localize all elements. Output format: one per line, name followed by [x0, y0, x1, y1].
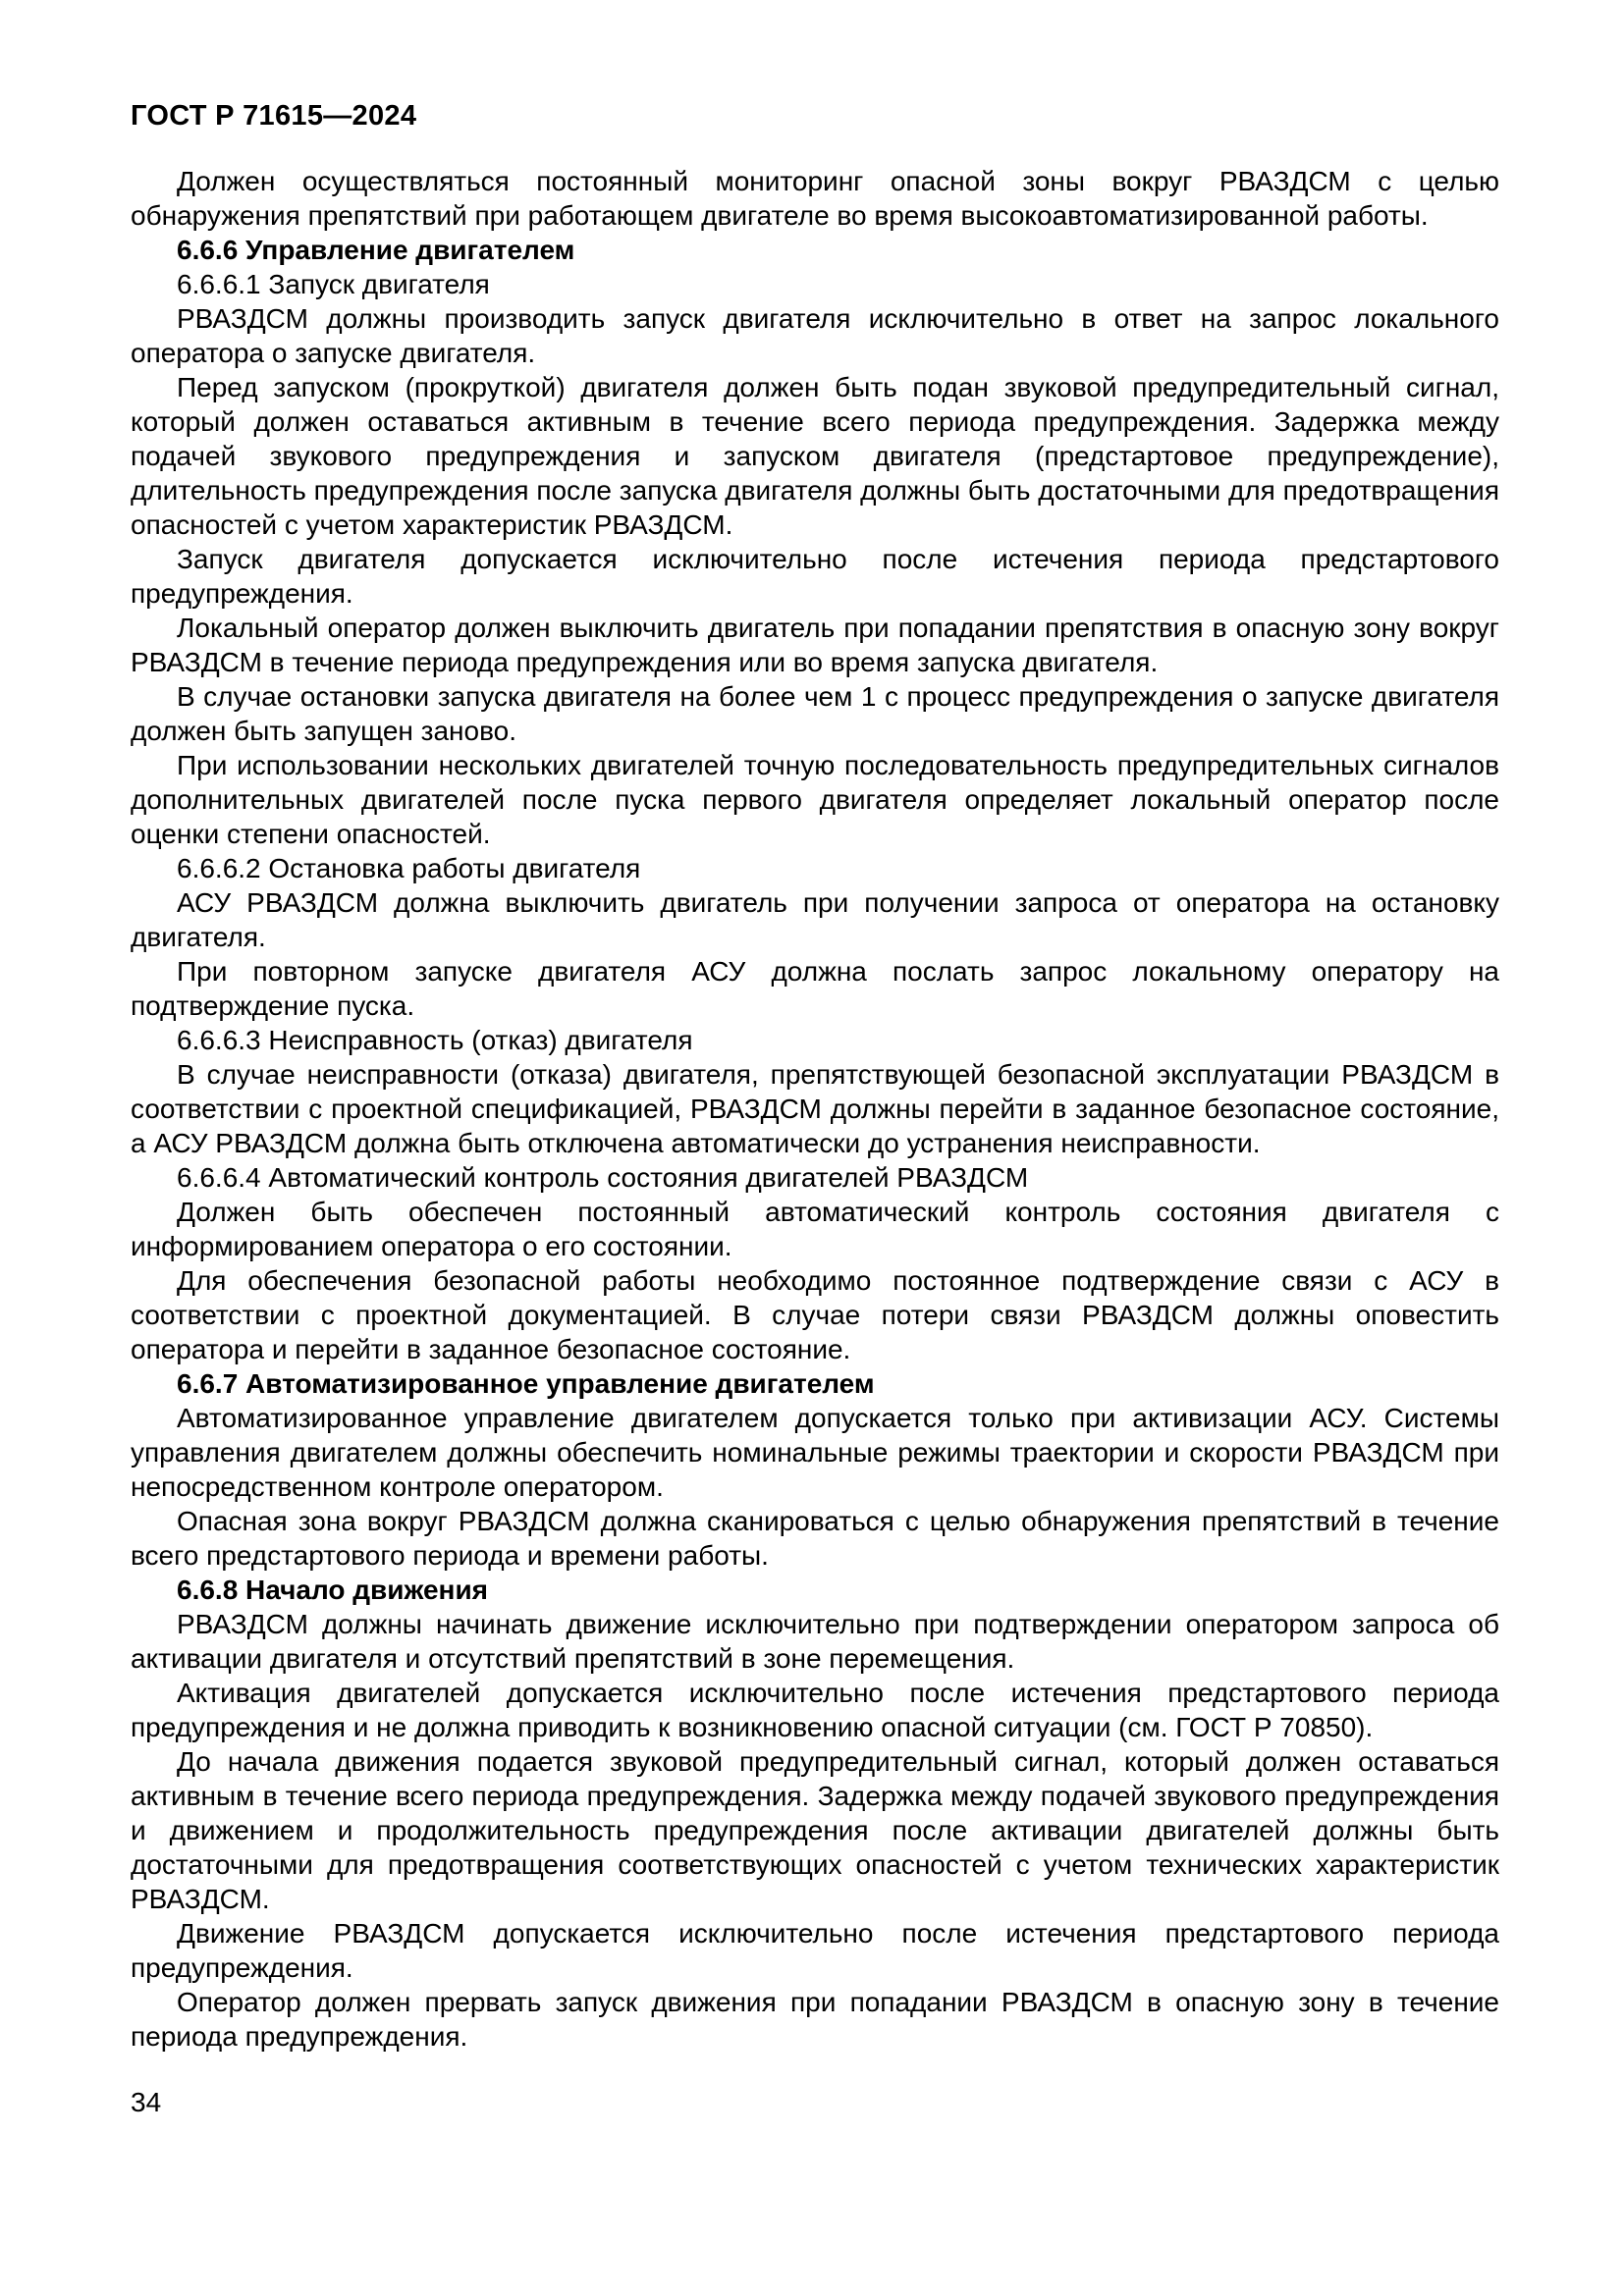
paragraph: В случае неисправности (отказа) двигателя, препятствующей безопасной эксплуатации РВАЗДСМ в соответствии с проектной спецификацией, РВАЗДСМ должны перейти в заданное безопасное состояние, а АСУ РВАЗДСМ должна быть отключена автоматически до устранения неисправности. [131, 1059, 1499, 1158]
paragraph: РВАЗДСМ должны начинать движение исключительно при подтверждении оператором запроса об активации двигателя и отсутствий препятствий в зоне перемещения. [131, 1609, 1499, 1674]
paragraph: Автоматизированное управление двигателем допускается только при активизации АСУ. Системы управления двигателем должны обеспечить номинальные режимы траектории и скорости РВАЗДСМ при непосредственном контроле оператором. [131, 1403, 1499, 1502]
subsection-heading-6-6-6-1: 6.6.6.1 Запуск двигателя [177, 269, 490, 299]
paragraph: При повторном запуске двигателя АСУ должна послать запрос локальному оператору на подтверждение пуска. [131, 956, 1499, 1021]
document-header: ГОСТ Р 71615—2024 [131, 100, 417, 132]
paragraph: До начала движения подается звуковой предупредительный сигнал, который должен оставаться активным в течение всего периода предупреждения. Задержка между подачей звукового предупреждения и движением и продолжительность предупреждения после активации двигателей должны быть достаточными для предотвращения соответствующих опасностей с учетом технических характеристик РВАЗДСМ. [131, 1746, 1499, 1914]
section-heading-6-6-8: 6.6.8 Начало движения [177, 1575, 488, 1605]
section-heading-6-6-7: 6.6.7 Автоматизированное управление двигателем [177, 1368, 875, 1399]
paragraph: Опасная зона вокруг РВАЗДСМ должна сканироваться с целью обнаружения препятствий в течение всего предстартового периода и времени работы. [131, 1506, 1499, 1571]
paragraph: Локальный оператор должен выключить двигатель при попадании препятствия в опасную зону вокруг РВАЗДСМ в течение периода предупреждения или во время запуска двигателя. [131, 613, 1499, 677]
page-number: 34 [131, 2087, 162, 2117]
subsection-heading-6-6-6-3: 6.6.6.3 Неисправность (отказ) двигателя [177, 1025, 693, 1055]
paragraph: Должен осуществляться постоянный мониторинг опасной зоны вокруг РВАЗДСМ с целью обнаружения препятствий при работающем двигателе во время высокоавтоматизированной работы. [131, 166, 1499, 231]
document-body [131, 164, 1499, 2054]
subsection-heading-6-6-6-2: 6.6.6.2 Остановка работы двигателя [177, 853, 641, 883]
section-heading-6-6-6: 6.6.6 Управление двигателем [177, 235, 575, 265]
paragraph: Для обеспечения безопасной работы необходимо постоянное подтверждение связи с АСУ в соответствии с проектной документацией. В случае потери связи РВАЗДСМ должны оповестить оператора и перейти в заданное безопасное состояние. [131, 1265, 1499, 1364]
paragraph: Запуск двигателя допускается исключительно после истечения периода предстартового предупреждения. [131, 544, 1499, 609]
paragraph: АСУ РВАЗДСМ должна выключить двигатель при получении запроса от оператора на остановку двигателя. [131, 887, 1499, 952]
paragraph: При использовании нескольких двигателей точную последовательность предупредительных сигналов дополнительных двигателей после пуска первого двигателя определяет локальный оператор после оценки степени опасностей. [131, 750, 1499, 849]
paragraph: Должен быть обеспечен постоянный автоматический контроль состояния двигателя с информированием оператора о его состоянии. [131, 1197, 1499, 1261]
paragraph: В случае остановки запуска двигателя на более чем 1 с процесс предупреждения о запуске двигателя должен быть запущен заново. [131, 681, 1499, 746]
paragraph: Движение РВАЗДСМ допускается исключительно после истечения предстартового периода предупреждения. [131, 1918, 1499, 1983]
subsection-heading-6-6-6-4: 6.6.6.4 Автоматический контроль состояния двигателей РВАЗДСМ [177, 1162, 1029, 1193]
paragraph: РВАЗДСМ должны производить запуск двигателя исключительно в ответ на запрос локального оператора о запуске двигателя. [131, 303, 1499, 368]
paragraph: Перед запуском (прокруткой) двигателя должен быть подан звуковой предупредительный сигнал, который должен оставаться активным в течение всего периода предупреждения. Задержка между подачей звукового предупреждения и запуском двигателя (предстартовое предупреждение), длительность предупреждения после запуска двигателя должны быть достаточными для предотвращения опасностей с учетом характеристик РВАЗДСМ. [131, 372, 1499, 540]
paragraph: Активация двигателей допускается исключительно после истечения предстартового периода предупреждения и не должна приводить к возникновению опасной ситуации (см. ГОСТ Р 70850). [131, 1678, 1499, 1742]
paragraph: Оператор должен прервать запуск движения при попадании РВАЗДСМ в опасную зону в течение периода предупреждения. [131, 1987, 1499, 2052]
